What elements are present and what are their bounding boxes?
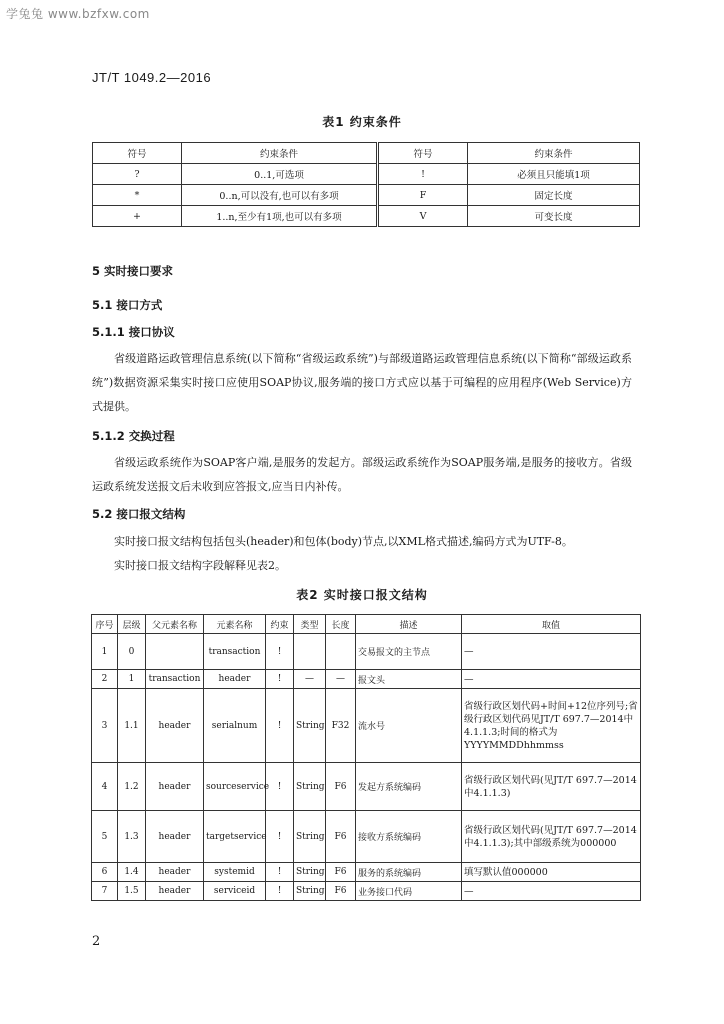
header-cell: 长度 [326, 615, 356, 634]
paragraph-5-2-a: 实时接口报文结构包括包头(header)和包体(body)节点,以XML格式描述,编码方式为UTF-8。 [114, 535, 573, 548]
watermark: 学兔兔 www.bzfxw.com [6, 7, 150, 21]
constraint-table [92, 142, 640, 227]
header-cell: 符号 [93, 143, 182, 164]
cell: 固定长度 [468, 185, 640, 206]
cell: 6 [92, 863, 118, 882]
table2-caption: 表2 实时接口报文结构 [296, 588, 428, 602]
cell [294, 634, 326, 670]
header-cell: 元素名称 [204, 615, 266, 634]
cell [146, 634, 204, 670]
cell: 5 [92, 811, 118, 863]
cell: String [294, 689, 326, 763]
table-row [93, 206, 640, 227]
header-cell: 父元素名称 [146, 615, 204, 634]
cell: V [378, 206, 468, 227]
section-5-heading: 5 实时接口要求 [92, 264, 174, 278]
cell: — [462, 882, 641, 901]
cell: systemid [204, 863, 266, 882]
cell: transaction [146, 670, 204, 689]
section-5-2-heading: 5.2 接口报文结构 [92, 507, 186, 521]
table-row [93, 185, 640, 206]
cell: * [93, 185, 182, 206]
table-row [92, 670, 641, 689]
cell: String [294, 882, 326, 901]
cell: F6 [326, 863, 356, 882]
cell: F32 [326, 689, 356, 763]
table-row [92, 811, 641, 863]
cell: header [146, 689, 204, 763]
message-structure-table [91, 614, 641, 901]
table-row [92, 763, 641, 811]
cell: ? [93, 164, 182, 185]
cell: targetservice [204, 811, 266, 863]
cell: 0 [118, 634, 146, 670]
cell: — [326, 670, 356, 689]
cell: — [462, 670, 641, 689]
cell: 接收方系统编码 [356, 811, 462, 863]
cell: ! [266, 634, 294, 670]
cell: 1..n,至少有1项,也可以有多项 [182, 206, 378, 227]
cell: F6 [326, 811, 356, 863]
cell: 省级行政区划代码(见JT/T 697.7—2014中4.1.1.3);其中部级系统为000000 [462, 811, 641, 863]
cell: header [146, 882, 204, 901]
cell: 交易报文的主节点 [356, 634, 462, 670]
paragraph-5-1-2: 省级运政系统作为SOAP客户端,是服务的发起方。部级运政系统作为SOAP服务端,是服务的接收方。省级运政系统发送报文后未收到应答报文,应当日内补传。 [92, 456, 632, 493]
header-cell: 层级 [118, 615, 146, 634]
cell: F [378, 185, 468, 206]
cell: 可变长度 [468, 206, 640, 227]
page-number: 2 [92, 934, 101, 949]
cell: 4 [92, 763, 118, 811]
cell: ! [266, 670, 294, 689]
cell: 1.3 [118, 811, 146, 863]
header-cell: 类型 [294, 615, 326, 634]
cell: ! [266, 689, 294, 763]
header-cell: 描述 [356, 615, 462, 634]
cell: ! [378, 164, 468, 185]
cell: 填写默认值000000 [462, 863, 641, 882]
cell: 2 [92, 670, 118, 689]
cell: serialnum [204, 689, 266, 763]
table-row [92, 863, 641, 882]
cell: + [93, 206, 182, 227]
cell: F6 [326, 763, 356, 811]
cell: transaction [204, 634, 266, 670]
cell: 3 [92, 689, 118, 763]
paragraph-5-1-1: 省级道路运政管理信息系统(以下简称“省级运政系统”)与部级道路运政管理信息系统(以下简称“部级运政系统”)数据资源采集实时接口应使用SOAP协议,服务端的接口方式应以基于可编程的应用程序(Web Service)方式提供。 [92, 352, 632, 413]
cell: 1.4 [118, 863, 146, 882]
section-5-1-heading: 5.1 接口方式 [92, 298, 163, 312]
table-row [93, 164, 640, 185]
header-cell: 约束 [266, 615, 294, 634]
table-row [92, 689, 641, 763]
cell: 省级行政区划代码+时间+12位序列号;省级行政区划代码见JT/T 697.7—2014中4.1.1.3;时间的格式为YYYYMMDDhhmmss [462, 689, 641, 763]
cell: 业务接口代码 [356, 882, 462, 901]
cell: 省级行政区划代码(见JT/T 697.7—2014中4.1.1.3) [462, 763, 641, 811]
header-cell: 约束条件 [182, 143, 378, 164]
table-header-row [93, 143, 640, 164]
table1-caption: 表1 约束条件 [322, 115, 402, 129]
paragraph-5-2-b: 实时接口报文结构字段解释见表2。 [114, 559, 286, 572]
cell: ! [266, 863, 294, 882]
cell: serviceid [204, 882, 266, 901]
cell: ! [266, 882, 294, 901]
cell: — [294, 670, 326, 689]
cell: 流水号 [356, 689, 462, 763]
cell: 7 [92, 882, 118, 901]
cell: 1 [118, 670, 146, 689]
header-cell: 约束条件 [468, 143, 640, 164]
cell: 1.5 [118, 882, 146, 901]
header-cell: 取值 [462, 615, 641, 634]
cell [326, 634, 356, 670]
cell: header [146, 763, 204, 811]
cell: 发起方系统编码 [356, 763, 462, 811]
table-row [92, 882, 641, 901]
cell: 0..n,可以没有,也可以有多项 [182, 185, 378, 206]
section-5-1-2-heading: 5.1.2 交换过程 [92, 429, 175, 443]
table-row [92, 634, 641, 670]
standard-number: JT/T 1049.2—2016 [92, 70, 212, 85]
header-cell: 序号 [92, 615, 118, 634]
cell: ! [266, 763, 294, 811]
cell: 报文头 [356, 670, 462, 689]
cell: 0..1,可选项 [182, 164, 378, 185]
cell: 1 [92, 634, 118, 670]
cell: 1.1 [118, 689, 146, 763]
cell: — [462, 634, 641, 670]
cell: sourceservice [204, 763, 266, 811]
table-header-row [92, 615, 641, 634]
cell: String [294, 863, 326, 882]
header-cell: 符号 [378, 143, 468, 164]
cell: header [204, 670, 266, 689]
cell: F6 [326, 882, 356, 901]
cell: String [294, 763, 326, 811]
cell: String [294, 811, 326, 863]
cell: ! [266, 811, 294, 863]
cell: 必须且只能填1项 [468, 164, 640, 185]
cell: header [146, 811, 204, 863]
section-5-1-1-heading: 5.1.1 接口协议 [92, 325, 175, 339]
cell: header [146, 863, 204, 882]
cell: 1.2 [118, 763, 146, 811]
cell: 服务的系统编码 [356, 863, 462, 882]
